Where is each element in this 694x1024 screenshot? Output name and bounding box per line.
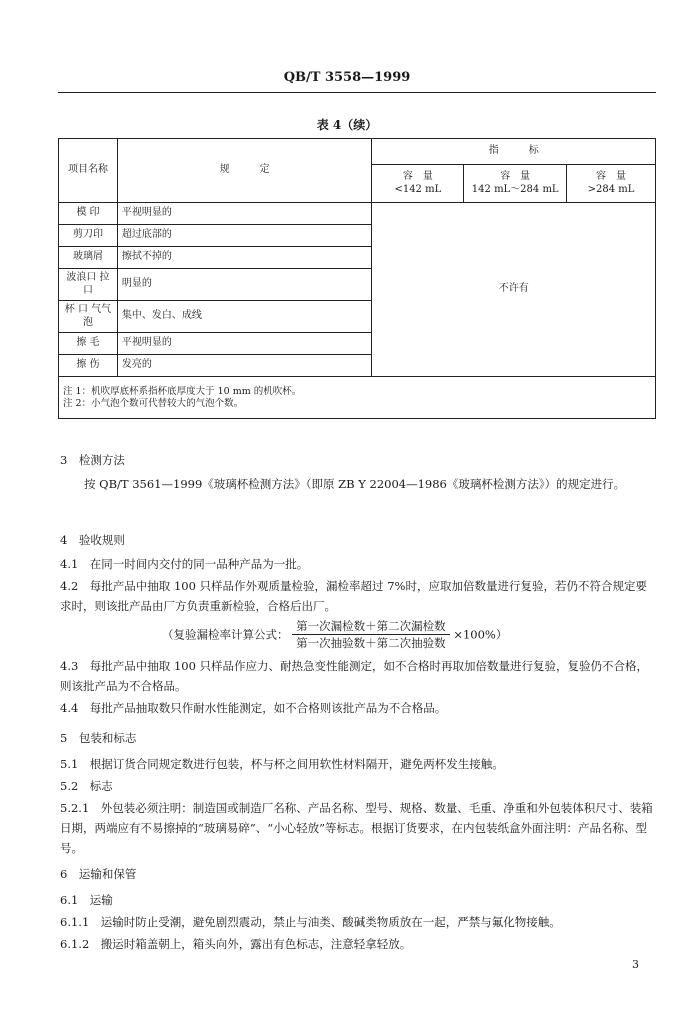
note-2: 注 2：小气泡个数可代替较大的气泡个数。 <box>63 397 244 409</box>
col-head-rule: 规 定 <box>117 139 372 203</box>
formula-prefix: （复验漏检率计算公式： <box>162 627 289 642</box>
page-number: 3 <box>632 958 639 971</box>
cap-1-label: 容 量 <box>402 171 433 182</box>
table-notes <box>59 377 656 419</box>
formula <box>162 618 507 651</box>
row-rule: 平视明显的 <box>117 333 372 355</box>
row-rule: 平视明显的 <box>117 203 372 225</box>
cap-2-range: 142 mL～284 mL <box>471 183 559 195</box>
row-name: 波浪口 拉 口 <box>59 269 118 301</box>
col-head-cap-2 <box>464 165 567 203</box>
formula-fraction <box>292 618 450 651</box>
cap-1-range: <142 mL <box>394 183 442 195</box>
row-rule: 发亮的 <box>117 355 372 377</box>
section-4-title: 4 验收规则 <box>60 533 125 547</box>
row-rule: 集中、发白、成线 <box>117 301 372 333</box>
clause-5-2-1: 5.2.1 外包装必须注明：制造国或制造厂名称、产品名称、型号、规格、数量、毛重、净重和外包装体积尺寸、装箱日期，两端应有不易擦掉的“玻璃易碎”、“小心轻放”等标志。根据订货要求，在内包装纸盒外面注明：产品名称、型号。 <box>60 801 653 855</box>
formula-suffix: ×100%） <box>453 627 508 642</box>
section-5-title: 5 包装和标志 <box>60 731 137 745</box>
row-name: 擦 伤 <box>59 355 118 377</box>
not-allowed-cell: 不许有 <box>372 203 656 377</box>
table-caption: 表 4（续） <box>316 118 378 132</box>
header-rule <box>58 92 656 93</box>
row-name: 模 印 <box>59 203 118 225</box>
clause-5-1: 5.1 根据订货合同规定数进行包装，杯与杯之间用软性材料隔开，避免两杯发生接触。 <box>60 757 504 771</box>
spec-table <box>58 138 656 419</box>
row-name: 玻璃屑 <box>59 247 118 269</box>
clause-6-1-2: 6.1.2 搬运时箱盖朝上，箱头向外，露出有色标志，注意轻拿轻放。 <box>60 937 412 951</box>
clause-4-2: 4.2 每批产品中抽取 100 只样品作外观质量检验，漏检率超过 7%时，应取加倍数量进行复验，若仍不符合规定要求时，则该批产品由厂方负责重新检验，合格后出厂。 <box>60 579 647 613</box>
col-head-index: 指 标 <box>372 139 656 165</box>
document-header: QB/T 3558—1999 <box>283 70 411 85</box>
cap-3-label: 容 量 <box>596 171 627 182</box>
clause-4-4: 4.4 每批产品抽取数只作耐水性能测定，如不合格则该批产品为不合格品。 <box>60 701 447 715</box>
row-name: 杯 口 气气泡 <box>59 301 118 333</box>
clause-6-1-1: 6.1.1 运输时防止受潮，避免剧烈震动，禁止与油类、酸碱类物质放在一起，严禁与氟化物接触。 <box>60 915 561 929</box>
col-head-cap-1 <box>372 165 464 203</box>
table-row <box>59 203 656 225</box>
row-name: 剪刀印 <box>59 225 118 247</box>
note-1: 注 1：机吹厚底杯系指杯底厚度大于 10 mm 的机吹杯。 <box>63 385 302 397</box>
section-6-title: 6 运输和保管 <box>60 867 137 881</box>
col-head-cap-3 <box>567 165 656 203</box>
clause-5-2-title: 5.2 标志 <box>60 779 113 793</box>
col-head-item-name: 项目名称 <box>59 139 118 203</box>
row-name: 擦 毛 <box>59 333 118 355</box>
clause-6-1-title: 6.1 运输 <box>60 893 113 907</box>
clause-4-3: 4.3 每批产品中抽取 100 只样品作应力、耐热急变性能测定，如不合格时再取加倍数量进行复验，复验仍不合格，则该批产品为不合格品。 <box>60 659 649 693</box>
cap-2-label: 容 量 <box>500 171 531 182</box>
clause-4-1: 4.1 在同一时间内交付的同一品种产品为一批。 <box>60 557 309 571</box>
section-3-title: 3 检测方法 <box>60 453 125 467</box>
cap-3-range: >284 mL <box>587 183 635 195</box>
row-rule: 擦拭不掉的 <box>117 247 372 269</box>
formula-denominator: 第一次抽验数＋第二次抽验数 <box>296 636 446 650</box>
row-rule: 明显的 <box>117 269 372 301</box>
row-rule: 超过底部的 <box>117 225 372 247</box>
formula-numerator: 第一次漏检数＋第二次漏检数 <box>292 618 450 635</box>
section-3-body: 按 QB/T 3561—1999《玻璃杯检测方法》（即原 ZB Y 22004—1986《玻璃杯检测方法》）的规定进行。 <box>84 477 626 491</box>
